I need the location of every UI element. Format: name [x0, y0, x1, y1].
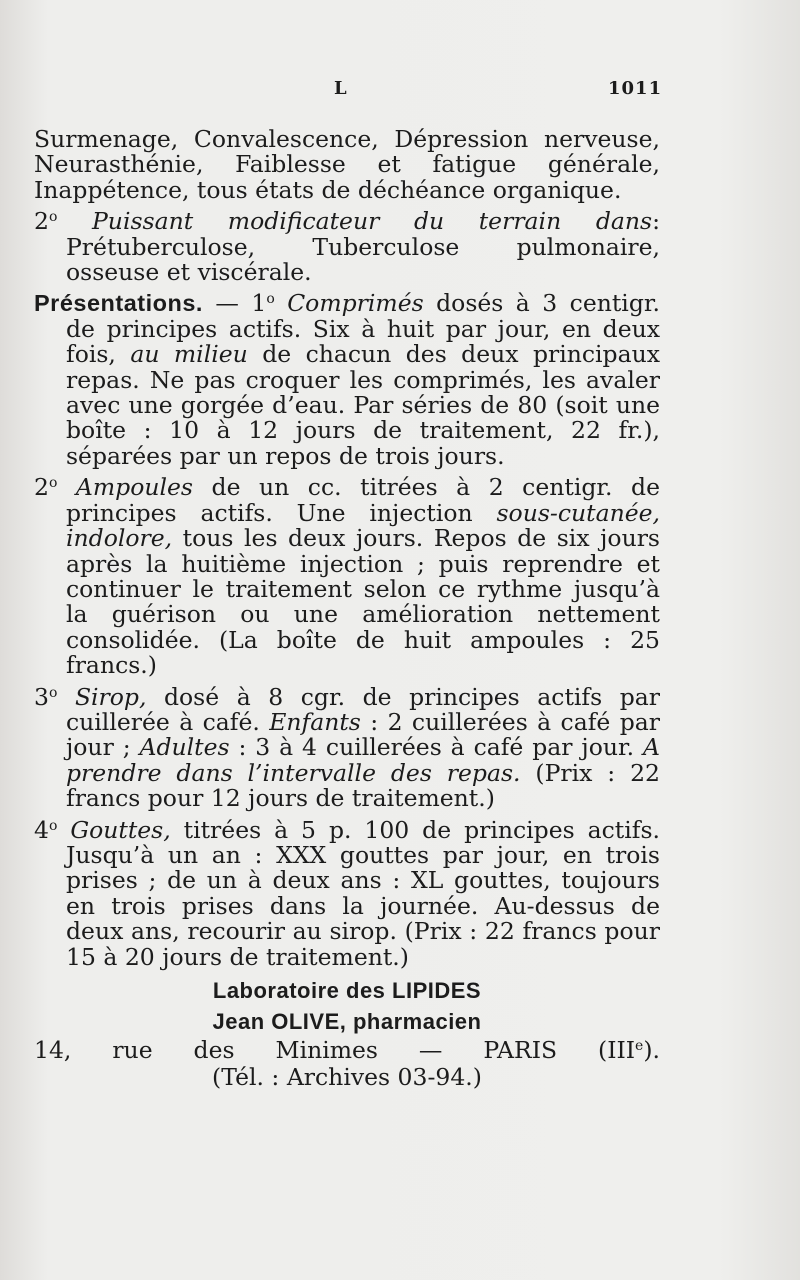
ordinal-mark: o: [48, 209, 58, 226]
item-number: 4: [34, 815, 49, 844]
dash-text: — 1: [202, 289, 267, 318]
ordinal-mark: o: [48, 684, 58, 701]
item-number: 3: [34, 682, 49, 711]
paragraph-text: de un cc. titrées à 2 centigr. de principes actifs. Une injection: [66, 473, 660, 527]
section-letter: L: [334, 78, 347, 99]
italic-phrase: Enfants: [269, 707, 361, 736]
address-end: ).: [643, 1036, 660, 1064]
laboratory-name: Laboratoire des LIPIDES: [212, 978, 482, 1003]
item-number: 2: [34, 207, 49, 236]
indications-paragraph: Surmenage, Convalescence, Dépression nerveuse, Neurasthénie, Faiblesse et fatigue générale, Inappétence, tous états de déchéance organique.: [34, 125, 660, 204]
body-text: [34, 127, 660, 1091]
sirop-paragraph: [34, 682, 661, 813]
indication-2-paragraph: [34, 209, 660, 285]
italic-phrase: Sirop,: [74, 682, 147, 711]
paragraph-text: : 3 à 4 cuillerées à café par jour.: [229, 733, 644, 762]
italic-phrase: Comprimés: [287, 289, 424, 318]
italic-phrase: Gouttes,: [70, 815, 171, 844]
paragraph-text: titrées à 5 p. 100 de principes actifs. Jusqu’à un an : XXX gouttes par jour, en trois prises ; de un à deux ans : XL gouttes, toujours en trois prises dans la journée. Au-dessus de deux ans, recourir au sirop. (Prix : 22 francs pour 15 à 20 jours de traitement.): [66, 815, 660, 971]
street-number: 14,: [34, 1036, 72, 1064]
paragraph-text: : 2 cuillerées à café par jour ;: [66, 707, 661, 762]
ampoules-paragraph: [34, 475, 660, 678]
paragraph-text: de chacun des deux principaux repas. Ne pas croquer les comprimés, les avaler avec une gorgée d’eau. Par séries de 80 (soit une boîte : 10 à 12 jours de traitement, 22 fr.), séparées par un repos de trois jours.: [66, 340, 660, 470]
italic-phrase: Adultes: [139, 733, 230, 762]
paragraph-text: : Prétuberculose, Tuberculose pulmonaire, osseuse et viscérale.: [66, 207, 660, 287]
presentations-heading: Présentations.: [34, 290, 203, 317]
italic-phrase: Ampoules: [75, 473, 193, 502]
page-number: 1011: [608, 78, 663, 99]
address-line: [34, 1038, 660, 1063]
paragraph-text: (Prix : 22 francs pour 12 jours de traitement.): [66, 758, 660, 813]
pharmacist-name: Jean OLIVE, pharmacien: [212, 1009, 482, 1034]
italic-phrase: Puissant modificateur du terrain dans: [92, 207, 653, 236]
paragraph-text: dosés à 3 centigr. de principes actifs. Six à huit par jour, en deux fois,: [66, 289, 660, 369]
italic-phrase: au milieu: [130, 340, 248, 369]
italic-phrase: sous-cutanée, indolore,: [66, 498, 660, 553]
telephone-line: (Tél. : Archives 03-94.): [212, 1063, 482, 1092]
ordinal-mark: o: [48, 475, 58, 492]
paragraph-text: dosé à 8 cgr. de principes actifs par cuillerée à café.: [66, 682, 660, 736]
running-header: [0, 78, 800, 108]
ordinal-mark: o: [48, 817, 58, 834]
street-text: rue des Minimes — PARIS (III: [112, 1036, 636, 1064]
italic-phrase: A prendre dans l’intervalle des repas.: [66, 733, 660, 787]
ordinal-mark: o: [266, 291, 275, 308]
gouttes-paragraph: [34, 815, 660, 971]
item-number: 2: [34, 473, 49, 502]
presentations-paragraph: [34, 291, 660, 469]
paragraph-text: tous les deux jours. Repos de six jours après la huitième injection ; puis reprendre et continuer le traitement selon ce rythme jusqu’à la guérison ou une amélioration nettement consolidée. (La boîte de huit ampoules : 25 francs.): [66, 524, 660, 680]
arrondissement-mark: e: [635, 1038, 644, 1054]
